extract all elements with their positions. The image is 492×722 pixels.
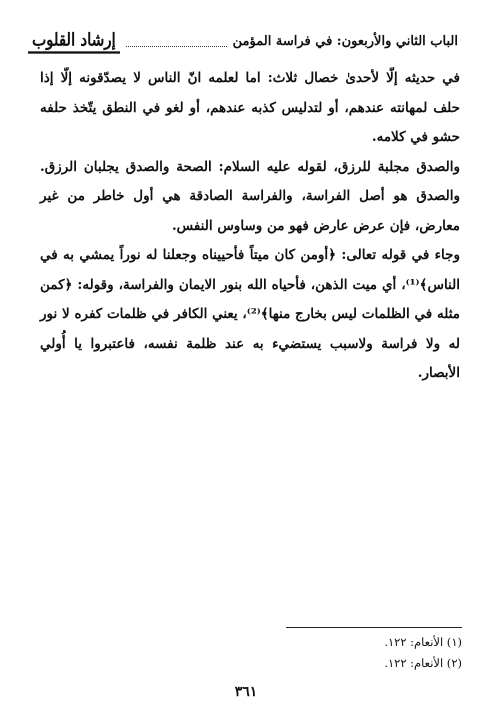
header-dotted-leader xyxy=(126,45,227,47)
book-title-logo: إرشاد القلوب xyxy=(28,28,120,53)
footnote-separator xyxy=(286,627,462,628)
footnote: (٢) الأنعام: ١٢٢. xyxy=(384,656,462,670)
paragraph: والصدق مجلبة للرزق، لقوله عليه السلام: الصحة والصدق يجلبان الرزق. والصدق هو أصل الفراسة، والفراسة الصادقة هي أول خاطر من غير معارض، فإن عرض عارض فهو من وساوس النفس. xyxy=(40,158,460,234)
chapter-title: الباب الثاني والأربعون: في فراسة المؤمن xyxy=(232,34,458,49)
footnotes xyxy=(260,632,462,674)
paragraph: وجاء في قوله تعالى: ﴿أومن كان ميتاً فأحييناه وجعلنا له نوراً يمشي به في الناس﴾⁽¹⁾، أي ميت الذهن، فأحياه الله بنور الايمان والفراسة، وقوله: ﴿كمن مثله في الظلمات ليس بخارج منها﴾⁽²⁾، يعني الكافر في ظلمات كفره لا نور له ولا فراسة ولاسبب يستضيء به عند ظلمة نفسه، فاعتبروا يا أُولي الأبصار. xyxy=(40,247,461,381)
main-text xyxy=(40,64,460,389)
paragraph: في حديثه إلّا لأحدىٰ خصال ثلاث: اما لعلمه انّ الناس لا يصدّقونه إلّا إذا حلف لمهانته عندهم، أو لتدليس كذبه عندهم، أو لغو في النطق يتّخذ حلفه حشو في كلامه. xyxy=(40,70,460,145)
running-header xyxy=(28,22,458,52)
footnote: (١) الأنعام: ١٢٢. xyxy=(384,635,462,649)
page-number: ٣٦١ xyxy=(234,684,258,700)
